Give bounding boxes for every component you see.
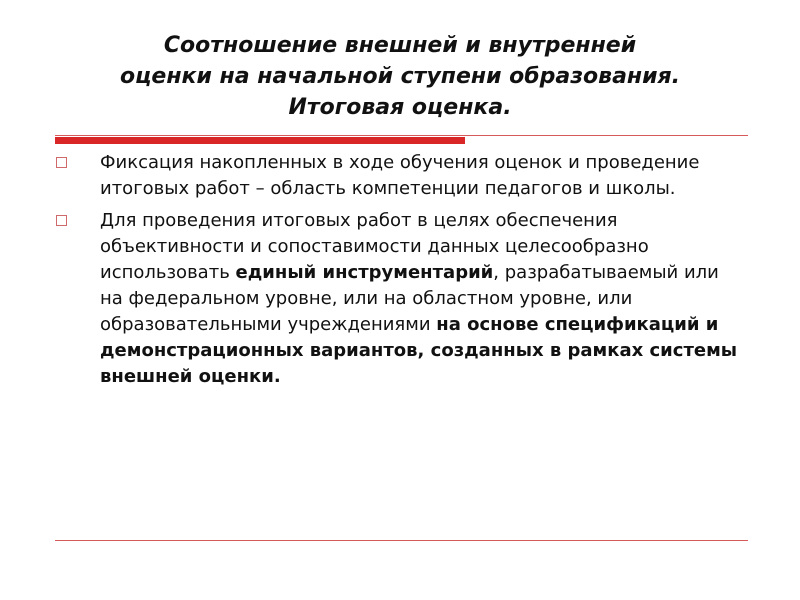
bullet-list: [55, 150, 745, 396]
title-divider-thick-bar: [55, 137, 465, 144]
title-line-3: Итоговая оценка.: [288, 95, 512, 120]
title-divider: [55, 135, 748, 145]
bullet-1-text: Фиксация накопленных в ходе обучения оценок и проведение итоговых работ – область компетенции педагогов и школы.: [100, 152, 700, 199]
bullet-2-bold-specifications: на основе спецификаций и демонстрационных вариантов, созданных в рамках системы внешней оценки.: [100, 314, 738, 387]
bullet-2-text-part-1: Для проведения итоговых работ в целях обеспечения объективности и сопоставимости данных целесообразно использовать: [100, 210, 649, 283]
bullet-2-text-part-2: , разрабатываемый или на федеральном уровне, или на областном уровне, или образовательными учреждениями: [100, 262, 719, 335]
title-line-2: оценки на начальной ступени образования.: [119, 64, 681, 89]
bullet-text-1: [100, 152, 699, 199]
bullet-2-bold-instrument: единый инструментарий: [235, 262, 494, 283]
title-line-1: Соотношение внешней и внутренней: [163, 33, 637, 58]
title-divider-thin-line: [55, 135, 748, 136]
bullet-item-1: [55, 150, 745, 202]
footer-divider: [55, 540, 748, 541]
slide-title: [40, 30, 760, 123]
hollow-square-icon: [56, 157, 67, 168]
hollow-square-icon: [56, 215, 67, 226]
bullet-item-2: [55, 208, 745, 390]
bullet-text-2: [100, 210, 737, 387]
